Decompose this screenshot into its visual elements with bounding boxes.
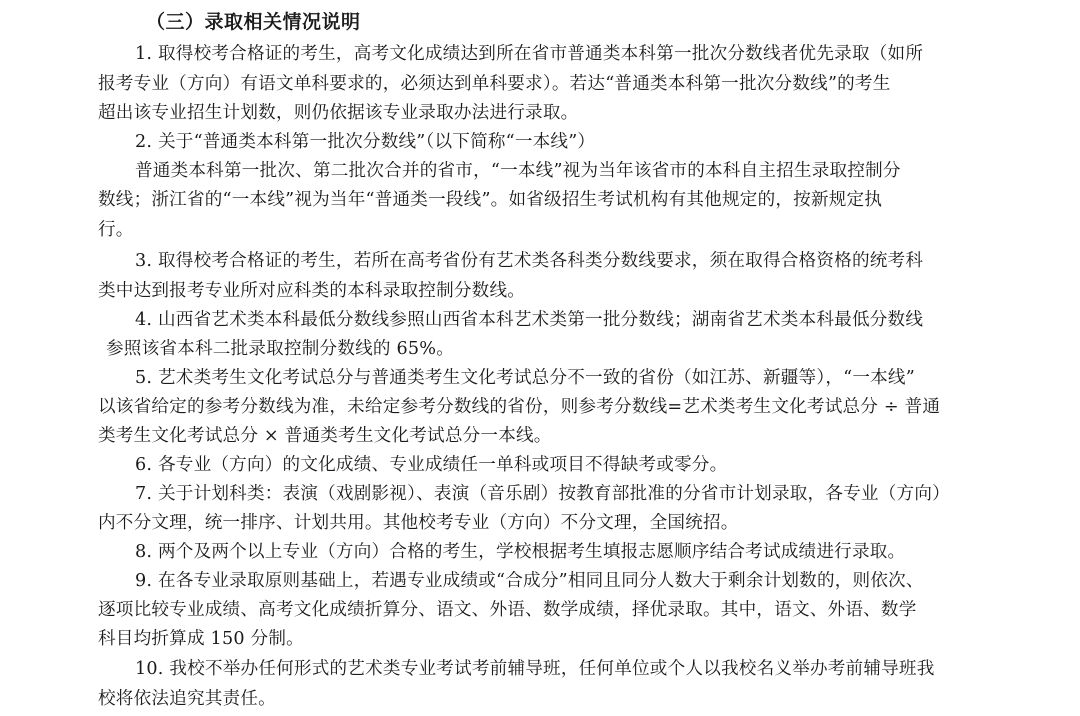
item-2-line-3: 数线；浙江省的“一本线”视为当年“普通类一段线”。如省级招生考试机构有其他规定的，按新规定执 bbox=[98, 190, 883, 210]
item-3-line-1: 3. 取得校考合格证的考生，若所在高考省份有艺术类各科类分数线要求，须在取得合格资格的统考科 bbox=[135, 251, 924, 271]
item-1-line-2: 报考专业（方向）有语文单科要求的，必须达到单科要求）。若达“普通类本科第一批次分数线”的考生 bbox=[98, 74, 891, 94]
item-9-line-1: 9. 在各专业录取原则基础上，若遇专业成绩或“合成分”相同且同分人数大于剩余计划数的，则依次、 bbox=[135, 571, 924, 591]
item-4-line-2: 参照该省本科二批录取控制分数线的 65%。 bbox=[106, 339, 454, 359]
item-9-line-2: 逐项比较专业成绩、高考文化成绩折算分、语文、外语、数学成绩，择优录取。其中，语文、外语、数学 bbox=[98, 600, 917, 620]
item-1-line-3: 超出该专业招生计划数，则仍依据该专业录取办法进行录取。 bbox=[98, 103, 579, 123]
item-10-line-2: 校将依法追究其责任。 bbox=[98, 689, 276, 709]
item-5-line-3: 类考生文化考试总分 × 普通类考生文化考试总分一本线。 bbox=[98, 426, 552, 446]
item-8-line-1: 8. 两个及两个以上专业（方向）合格的考生，学校根据考生填报志愿顺序结合考试成绩进行录取。 bbox=[135, 542, 906, 562]
item-2-line-4: 行。 bbox=[98, 220, 134, 240]
item-10-line-1: 10. 我校不举办任何形式的艺术类专业考试考前辅导班，任何单位或个人以我校名义举办考前辅导班我 bbox=[135, 659, 935, 679]
item-5-line-1: 5. 艺术类考生文化考试总分与普通类考生文化考试总分不一致的省份（如江苏、新疆等），“一本线” bbox=[135, 368, 915, 388]
item-9-line-3: 科目均折算成 150 分制。 bbox=[98, 629, 304, 649]
item-1-line-1: 1. 取得校考合格证的考生，高考文化成绩达到所在省市普通类本科第一批次分数线者优先录取（如所 bbox=[135, 44, 924, 64]
item-7-line-2: 内不分文理，统一排序、计划共用。其他校考专业（方向）不分文理，全国统招。 bbox=[98, 513, 739, 533]
item-3-line-2: 类中达到报考专业所对应科类的本科录取控制分数线。 bbox=[98, 281, 526, 301]
section-heading: （三）录取相关情况说明 bbox=[146, 11, 361, 33]
item-5-line-2: 以该省给定的参考分数线为准，未给定参考分数线的省份，则参考分数线=艺术类考生文化考试总分 ÷ 普通 bbox=[98, 397, 941, 417]
item-6-line-1: 6. 各专业（方向）的文化成绩、专业成绩任一单科或项目不得缺考或零分。 bbox=[135, 455, 728, 475]
item-4-line-1: 4. 山西省艺术类本科最低分数线参照山西省本科艺术类第一批分数线；湖南省艺术类本科最低分数线 bbox=[135, 310, 924, 330]
item-2-line-2: 普通类本科第一批次、第二批次合并的省市，“一本线”视为当年该省市的本科自主招生录取控制分 bbox=[135, 161, 901, 181]
item-2-line-1: 2. 关于“普通类本科第一批次分数线”（以下简称“一本线”） bbox=[135, 132, 596, 152]
item-7-line-1: 7. 关于计划科类：表演（戏剧影视）、表演（音乐剧）按教育部批准的分省市计划录取，各专业（方向） bbox=[135, 484, 950, 504]
